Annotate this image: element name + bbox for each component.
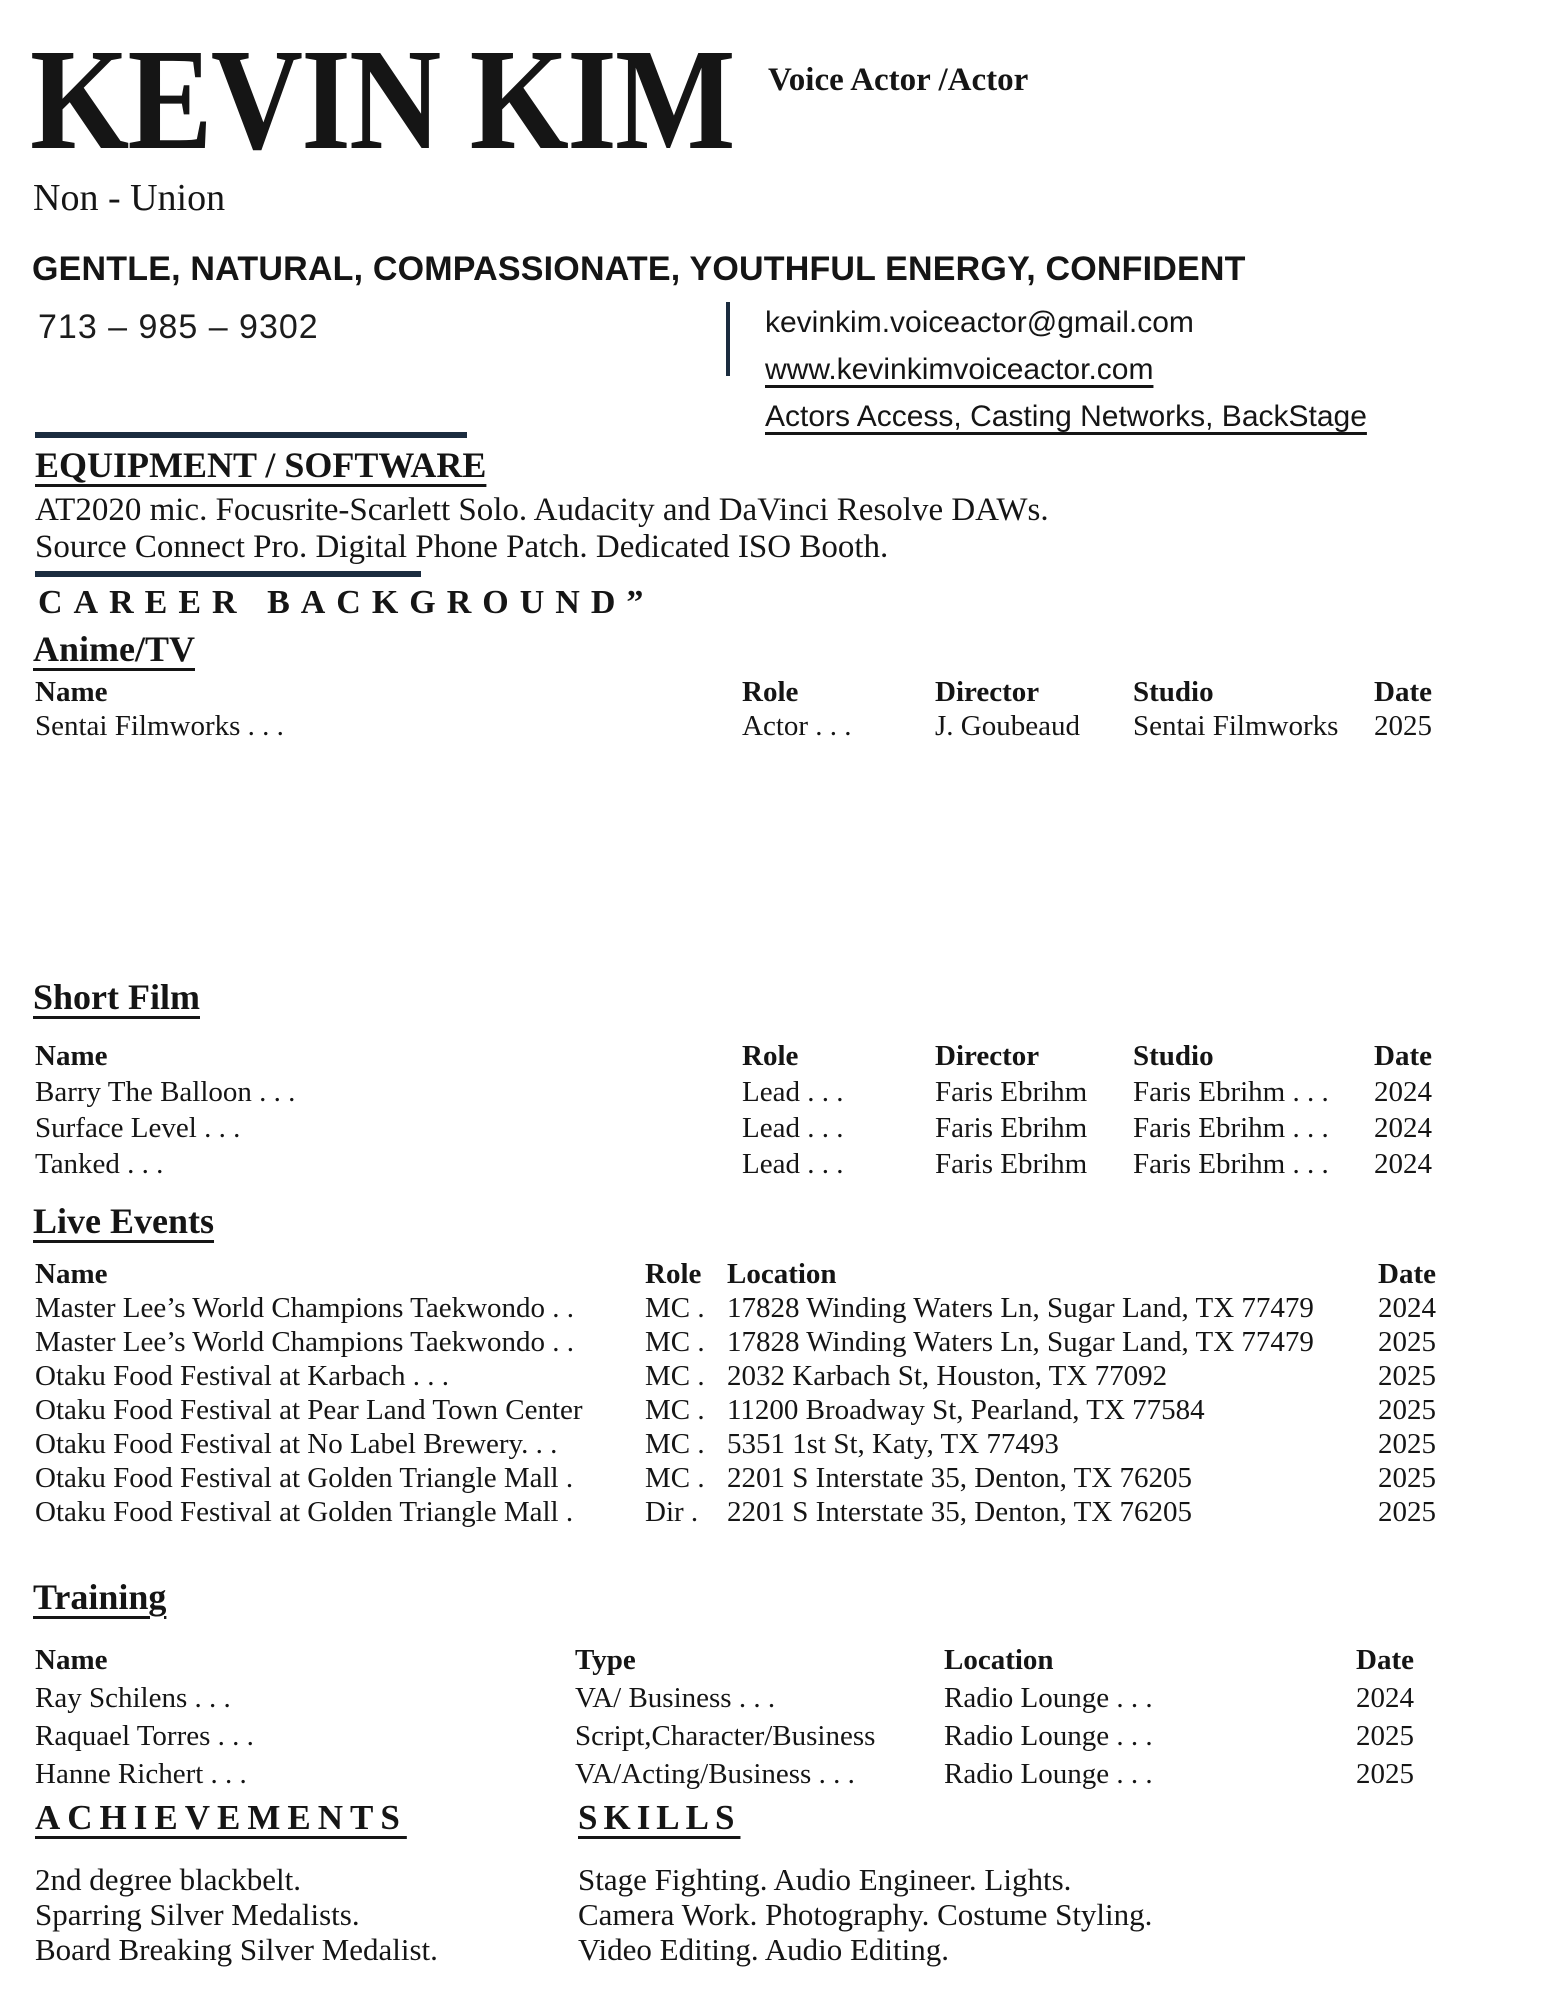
table-cell: Otaku Food Festival at Golden Triangle Mall . — [35, 1496, 574, 1528]
achievement-item: 2nd degree blackbelt. — [35, 1862, 301, 1897]
table-row — [35, 1112, 1515, 1148]
table-cell: Faris Ebrihm — [935, 1076, 1088, 1108]
table-cell: Surface Level . . . — [35, 1112, 241, 1144]
table-cell: Barry The Balloon . . . — [35, 1076, 296, 1108]
table-row — [35, 1292, 1515, 1326]
column-header: Date — [1374, 676, 1432, 708]
table-header-row — [35, 1644, 1515, 1682]
table-cell: MC . — [645, 1394, 705, 1426]
table-header-row — [35, 1258, 1515, 1292]
table-row — [35, 1360, 1515, 1394]
table-cell: Radio Lounge . . . — [944, 1720, 1153, 1752]
table-cell: 2201 S Interstate 35, Denton, TX 76205 — [727, 1496, 1193, 1528]
table-cell: MC . — [645, 1292, 705, 1324]
skill-item: Camera Work. Photography. Costume Styling. — [578, 1897, 1153, 1932]
casting-profiles-link[interactable]: Actors Access, Casting Networks, BackStage — [765, 400, 1367, 433]
table-cell: Faris Ebrihm — [935, 1112, 1088, 1144]
table-row — [35, 1076, 1515, 1112]
table-cell: Lead . . . — [742, 1076, 844, 1108]
column-header: Date — [1374, 1040, 1432, 1072]
actor-name: KEVIN KIM — [30, 20, 734, 180]
table-cell: J. Goubeaud — [935, 710, 1080, 742]
table-cell: MC . — [645, 1360, 705, 1392]
table-cell: Ray Schilens . . . — [35, 1682, 231, 1714]
career-background-heading: CAREER BACKGROUND” — [38, 584, 655, 621]
table-cell: Otaku Food Festival at Karbach . . . — [35, 1360, 449, 1392]
skill-item: Video Editing. Audio Editing. — [578, 1932, 949, 1967]
column-header: Studio — [1133, 676, 1214, 708]
skill-item: Stage Fighting. Audio Engineer. Lights. — [578, 1862, 1072, 1897]
column-header: Name — [35, 1644, 108, 1676]
table-cell: Lead . . . — [742, 1112, 844, 1144]
column-header: Name — [35, 1040, 108, 1072]
column-header: Name — [35, 1258, 108, 1290]
table-cell: 2032 Karbach St, Houston, TX 77092 — [727, 1360, 1168, 1392]
short-film-table — [35, 1040, 1515, 1184]
table-cell: Sentai Filmworks . . . — [35, 710, 284, 742]
table-row — [35, 1496, 1515, 1530]
achievement-item: Sparring Silver Medalists. — [35, 1897, 360, 1932]
section-rule — [35, 432, 467, 438]
table-cell: Faris Ebrihm . . . — [1133, 1148, 1329, 1180]
table-cell: Faris Ebrihm . . . — [1133, 1076, 1329, 1108]
table-cell: Dir . — [645, 1496, 699, 1528]
table-cell: Hanne Richert . . . — [35, 1758, 247, 1790]
table-header-row — [35, 1040, 1515, 1076]
table-cell: Otaku Food Festival at Golden Triangle Mall . — [35, 1462, 574, 1494]
short-film-heading: Short Film — [33, 977, 200, 1017]
equipment-line: Source Connect Pro. Digital Phone Patch. Dedicated ISO Booth. — [35, 529, 889, 565]
table-cell: 2025 — [1378, 1360, 1436, 1392]
table-cell: 2025 — [1374, 710, 1432, 742]
table-cell: 17828 Winding Waters Ln, Sugar Land, TX 77479 — [727, 1326, 1314, 1358]
column-header: Director — [935, 676, 1040, 708]
page-title — [30, 20, 830, 180]
table-cell: Faris Ebrihm — [935, 1148, 1088, 1180]
voice-tagline: GENTLE, NATURAL, COMPASSIONATE, YOUTHFUL ENERGY, CONFIDENT — [32, 250, 1246, 288]
table-cell: Radio Lounge . . . — [944, 1682, 1153, 1714]
table-cell: MC . — [645, 1326, 705, 1358]
column-header: Director — [935, 1040, 1040, 1072]
table-row — [35, 1720, 1515, 1758]
phone-number: 713 – 985 – 9302 — [38, 308, 319, 346]
training-table — [35, 1644, 1515, 1796]
skills-list — [578, 1862, 1152, 1967]
table-cell: Script,Character/Business — [575, 1720, 876, 1752]
table-row — [35, 710, 1515, 744]
table-cell: Otaku Food Festival at Pear Land Town Center — [35, 1394, 583, 1426]
table-cell: VA/Acting/Business . . . — [575, 1758, 855, 1790]
table-cell: Master Lee’s World Champions Taekwondo . . — [35, 1292, 575, 1324]
column-header: Role — [645, 1258, 702, 1290]
achievements-heading: ACHIEVEMENTS — [35, 1798, 407, 1837]
table-row — [35, 1682, 1515, 1720]
table-cell: Raquael Torres . . . — [35, 1720, 254, 1752]
equipment-line: AT2020 mic. Focusrite-Scarlett Solo. Audacity and DaVinci Resolve DAWs. — [35, 492, 1049, 528]
achievement-item: Board Breaking Silver Medalist. — [35, 1932, 438, 1967]
table-row — [35, 1428, 1515, 1462]
table-cell: Sentai Filmworks — [1133, 710, 1339, 742]
table-cell: 2024 — [1374, 1112, 1432, 1144]
table-cell: 2025 — [1378, 1394, 1436, 1426]
table-cell: 2025 — [1378, 1496, 1436, 1528]
table-cell: 2025 — [1378, 1326, 1436, 1358]
live-events-table — [35, 1258, 1515, 1530]
union-status: Non - Union — [33, 177, 226, 219]
table-cell: MC . — [645, 1462, 705, 1494]
table-cell: 2025 — [1356, 1720, 1414, 1752]
equipment-heading: EQUIPMENT / SOFTWARE — [35, 445, 487, 485]
skills-heading: SKILLS — [578, 1798, 741, 1837]
live-events-heading: Live Events — [33, 1201, 215, 1241]
table-cell: 2025 — [1356, 1758, 1414, 1790]
table-cell: Master Lee’s World Champions Taekwondo . . — [35, 1326, 575, 1358]
section-rule — [35, 571, 421, 577]
table-cell: Radio Lounge . . . — [944, 1758, 1153, 1790]
table-cell: Lead . . . — [742, 1148, 844, 1180]
table-cell: 2024 — [1374, 1076, 1432, 1108]
table-cell: 2201 S Interstate 35, Denton, TX 76205 — [727, 1462, 1193, 1494]
table-row — [35, 1148, 1515, 1184]
table-cell: Otaku Food Festival at No Label Brewery. . . — [35, 1428, 558, 1460]
table-cell: 11200 Broadway St, Pearland, TX 77584 — [727, 1394, 1205, 1426]
column-header: Name — [35, 676, 108, 708]
table-cell: 5351 1st St, Katy, TX 77493 — [727, 1428, 1059, 1460]
column-header: Location — [727, 1258, 837, 1290]
table-cell: MC . — [645, 1428, 705, 1460]
table-cell: VA/ Business . . . — [575, 1682, 776, 1714]
role-title: Voice Actor /Actor — [768, 62, 1029, 98]
anime-tv-heading: Anime/TV — [33, 629, 195, 669]
column-header: Date — [1356, 1644, 1414, 1676]
table-row — [35, 1394, 1515, 1428]
table-cell: Actor . . . — [742, 710, 852, 742]
training-heading: Training — [33, 1577, 167, 1617]
table-cell: Tanked . . . — [35, 1148, 164, 1180]
anime-tv-table — [35, 676, 1515, 744]
table-cell: 2024 — [1356, 1682, 1414, 1714]
column-header: Type — [575, 1644, 636, 1676]
table-cell: 2024 — [1378, 1292, 1436, 1324]
column-header: Role — [742, 676, 799, 708]
table-row — [35, 1326, 1515, 1360]
achievements-list — [35, 1862, 438, 1967]
column-header: Studio — [1133, 1040, 1214, 1072]
table-row — [35, 1758, 1515, 1796]
table-header-row — [35, 676, 1515, 710]
website-link[interactable]: www.kevinkimvoiceactor.com — [765, 353, 1154, 386]
table-cell: 2025 — [1378, 1428, 1436, 1460]
table-cell: Faris Ebrihm . . . — [1133, 1112, 1329, 1144]
column-header: Location — [944, 1644, 1054, 1676]
column-header: Role — [742, 1040, 799, 1072]
column-header: Date — [1378, 1258, 1436, 1290]
email-address: kevinkim.voiceactor@gmail.com — [765, 306, 1194, 339]
contact-divider — [726, 302, 730, 376]
table-cell: 2025 — [1378, 1462, 1436, 1494]
table-cell: 2024 — [1374, 1148, 1432, 1180]
table-row — [35, 1462, 1515, 1496]
table-cell: 17828 Winding Waters Ln, Sugar Land, TX 77479 — [727, 1292, 1314, 1324]
